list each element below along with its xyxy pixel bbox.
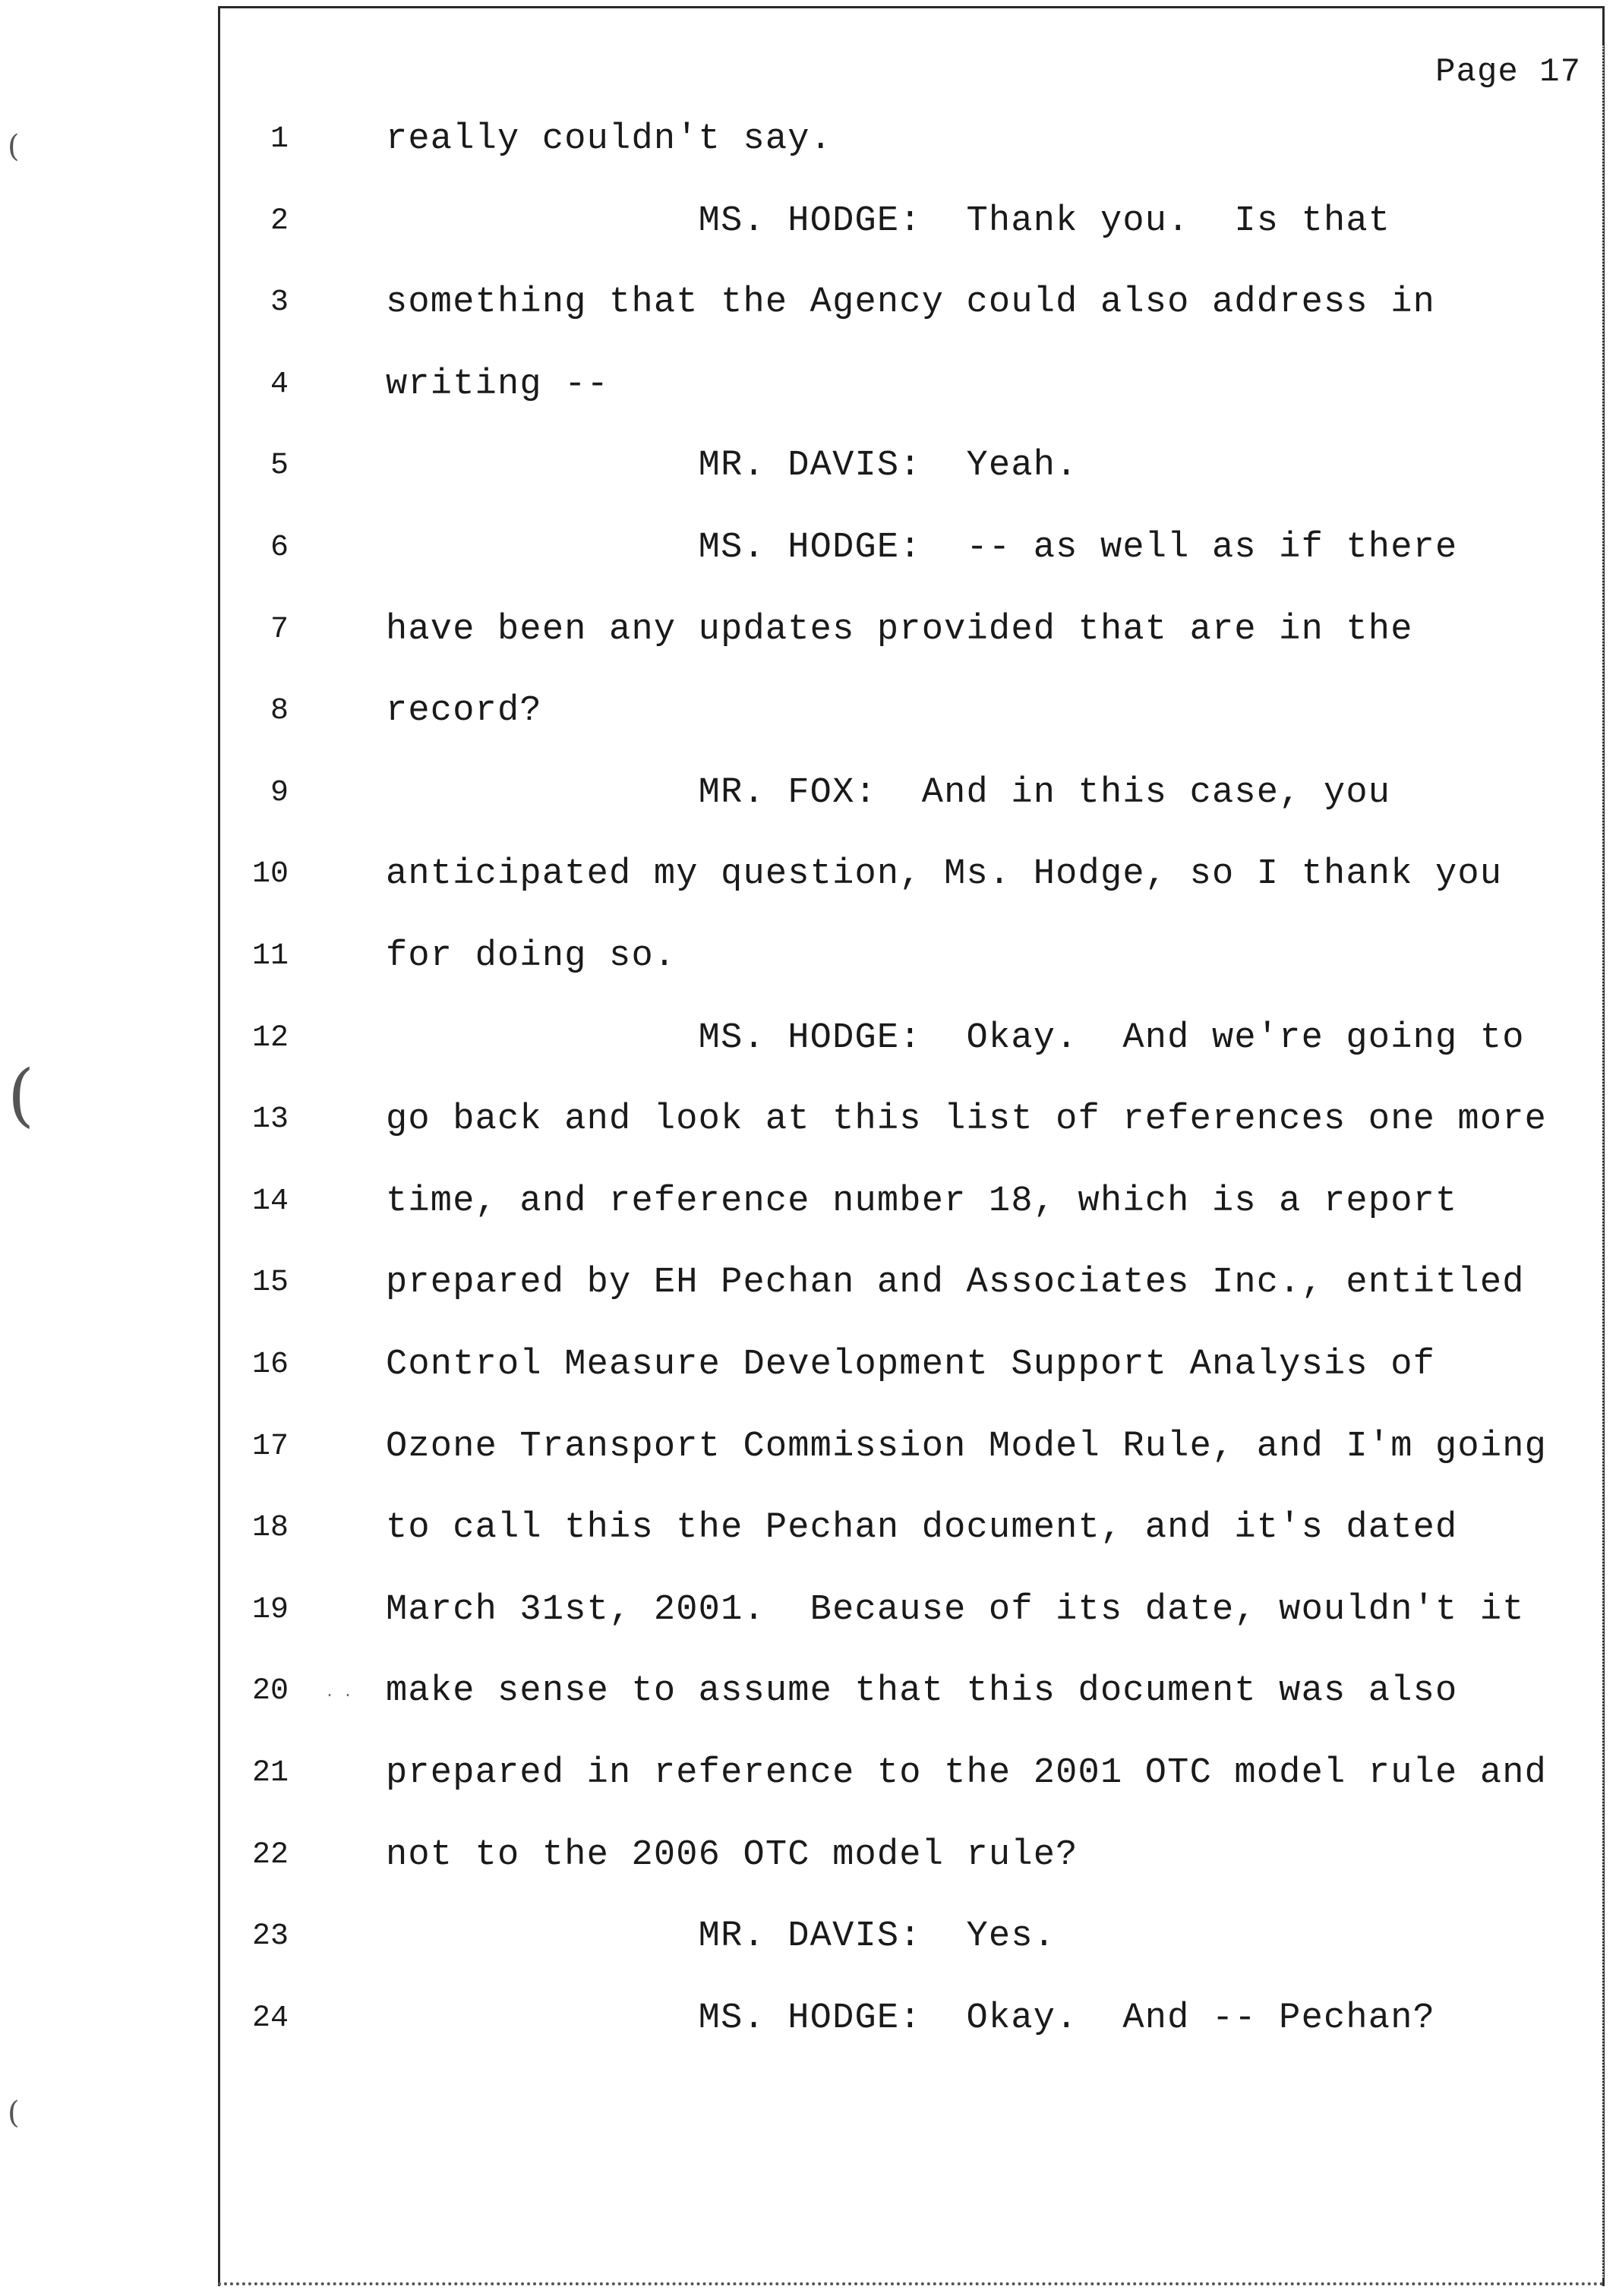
- transcript-line: [0, 280, 1595, 326]
- line-text: Ozone Transport Commission Model Rule, and I'm going: [386, 1427, 1548, 1467]
- line-text: something that the Agency could also address in: [386, 282, 1436, 323]
- line-text: anticipated my question, Ms. Hodge, so I thank you: [386, 854, 1503, 894]
- binder-hole-mark: (: [8, 1055, 35, 1135]
- transcript-line: [0, 1342, 1595, 1388]
- transcript-line: [0, 934, 1595, 979]
- transcript-line: [0, 1016, 1595, 1061]
- transcript-line: [0, 1179, 1595, 1225]
- line-number: 10: [251, 857, 289, 891]
- line-text: time, and reference number 18, which is a report: [386, 1181, 1458, 1222]
- line-number: 21: [251, 1756, 289, 1790]
- line-number: 18: [251, 1511, 289, 1545]
- page-number: Page 17: [1435, 53, 1581, 91]
- line-number: 16: [251, 1348, 289, 1382]
- transcript-line: [0, 1669, 1595, 1714]
- transcript-line: [0, 443, 1595, 489]
- line-number: 24: [251, 2001, 289, 2036]
- line-number: 2: [270, 204, 289, 238]
- line-number: 20: [251, 1674, 289, 1708]
- line-text: MS. HODGE: Thank you. Is that: [386, 201, 1391, 241]
- line-number: 7: [270, 613, 289, 647]
- transcript-line: [0, 607, 1595, 653]
- line-number: 5: [270, 449, 289, 483]
- line-text: go back and look at this list of references one more: [386, 1099, 1548, 1140]
- line-text: really couldn't say.: [386, 119, 833, 159]
- line-text: MR. DAVIS: Yes.: [386, 1916, 1056, 1957]
- line-text: Control Measure Development Support Analysis of: [386, 1345, 1436, 1385]
- line-number: 13: [251, 1102, 289, 1137]
- line-text: have been any updates provided that are in the: [386, 610, 1413, 650]
- line-number: 17: [251, 1430, 289, 1464]
- transcript-line: [0, 1751, 1595, 1796]
- line-text: MR. DAVIS: Yeah.: [386, 446, 1078, 486]
- line-number: 4: [270, 367, 289, 402]
- transcript-line: [0, 199, 1595, 244]
- line-number: 8: [270, 694, 289, 728]
- line-number: 9: [270, 776, 289, 810]
- line-text: prepared by EH Pechan and Associates Inc., entitled: [386, 1263, 1525, 1303]
- transcript-line: [0, 689, 1595, 734]
- line-text: for doing so.: [386, 936, 677, 976]
- transcript-line: [0, 362, 1595, 408]
- scan-edge-speckle: [1602, 46, 1608, 2278]
- transcript-line: [0, 1588, 1595, 1633]
- transcript-line: [0, 525, 1595, 571]
- line-text: writing --: [386, 364, 610, 405]
- transcript-line: [0, 771, 1595, 816]
- transcript-line: [0, 1097, 1595, 1143]
- line-text: not to the 2006 OTC model rule?: [386, 1835, 1078, 1875]
- transcript-line: [0, 1914, 1595, 1960]
- transcript-line: [0, 1833, 1595, 1878]
- line-text: make sense to assume that this document was also: [386, 1671, 1458, 1711]
- line-text: prepared in reference to the 2001 OTC model rule and: [386, 1753, 1548, 1793]
- line-text: MR. FOX: And in this case, you: [386, 773, 1391, 813]
- transcript-line: [0, 1424, 1595, 1470]
- binder-hole-mark: (: [8, 129, 20, 164]
- line-number: 6: [270, 531, 289, 565]
- line-number: 12: [251, 1021, 289, 1055]
- line-number: 1: [270, 122, 289, 156]
- transcript-line: [0, 1506, 1595, 1551]
- line-text: record?: [386, 691, 542, 731]
- line-number: 14: [251, 1184, 289, 1219]
- transcript-line: [0, 852, 1595, 897]
- transcript-line: [0, 117, 1595, 162]
- transcript-line: [0, 1996, 1595, 2042]
- line-number: 23: [251, 1919, 289, 1954]
- line-text: March 31st, 2001. Because of its date, wouldn't it: [386, 1590, 1525, 1630]
- line-number: 19: [251, 1593, 289, 1627]
- page-bottom-rule: [218, 2282, 1605, 2285]
- transcript-line: [0, 1260, 1595, 1306]
- line-text: MS. HODGE: Okay. And we're going to: [386, 1018, 1525, 1058]
- line-number: 15: [251, 1266, 289, 1300]
- line-text: to call this the Pechan document, and it's dated: [386, 1508, 1458, 1548]
- line-text: MS. HODGE: -- as well as if there: [386, 528, 1458, 568]
- scan-artifact: · ·: [325, 1687, 353, 1705]
- line-number: 22: [251, 1838, 289, 1872]
- line-number: 11: [251, 939, 289, 973]
- line-number: 3: [270, 285, 289, 320]
- binder-hole-mark: (: [8, 2096, 20, 2130]
- line-text: MS. HODGE: Okay. And -- Pechan?: [386, 1998, 1436, 2039]
